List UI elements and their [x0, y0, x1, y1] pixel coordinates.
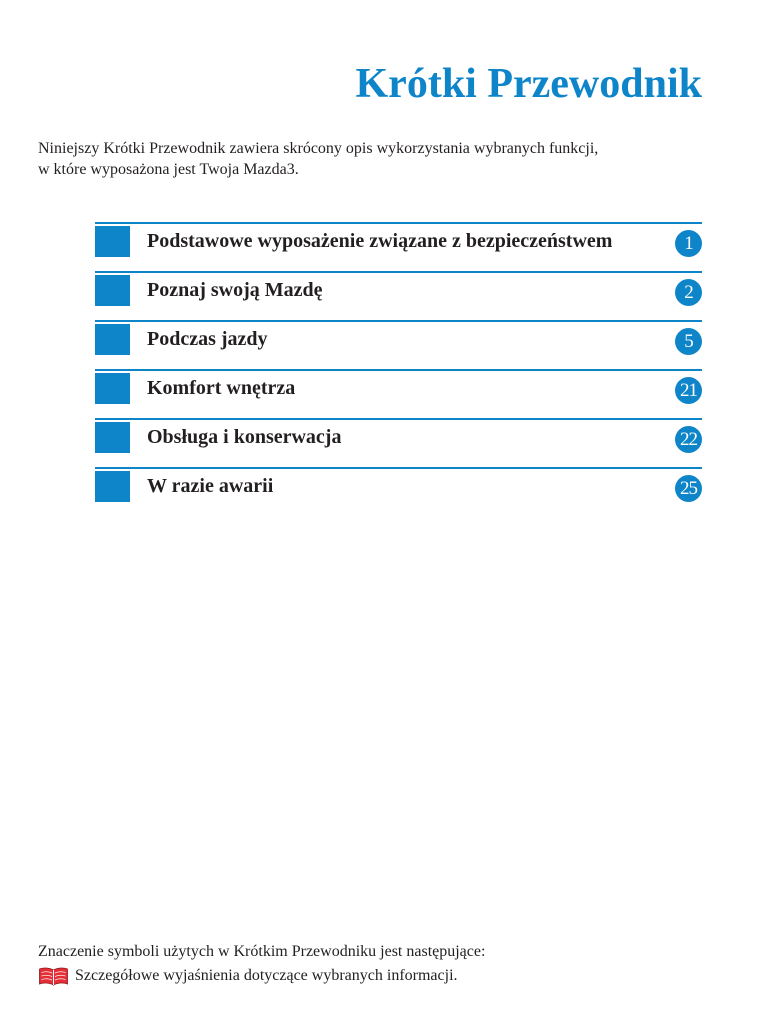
symbol-legend: [38, 940, 738, 988]
toc-item-emergency[interactable]: [95, 467, 702, 516]
section-marker: [95, 422, 130, 453]
legend-heading: Znaczenie symboli użytych w Krótkim Przewodniku jest następujące:: [38, 943, 486, 960]
toc-page-number: 2: [675, 279, 702, 306]
toc-page-number: 22: [675, 426, 702, 453]
section-marker: [95, 324, 130, 355]
section-marker: [95, 226, 130, 257]
page-title: Krótki Przewodnik: [355, 61, 702, 107]
section-marker: [95, 471, 130, 502]
intro-line-2: w które wyposażona jest Twoja Mazda3.: [38, 161, 299, 178]
toc-item-driving[interactable]: [95, 320, 702, 369]
toc-page-number: 1: [675, 230, 702, 257]
toc-item-label: Obsługa i konserwacja: [147, 426, 342, 448]
open-book-icon: [38, 966, 69, 986]
toc-item-interior-comfort[interactable]: [95, 369, 702, 418]
toc-page-number: 21: [675, 377, 702, 404]
section-marker: [95, 373, 130, 404]
legend-book-text: Szczegółowe wyjaśnienia dotyczące wybranych informacji.: [75, 967, 458, 984]
toc-page-number: 25: [675, 475, 702, 502]
toc-page-number: 5: [675, 328, 702, 355]
toc-item-label: Poznaj swoją Mazdę: [147, 279, 323, 301]
table-of-contents: [95, 222, 702, 516]
intro-line-1: Niniejszy Krótki Przewodnik zawiera skrócony opis wykorzystania wybranych funkcji,: [38, 140, 599, 157]
section-marker: [95, 275, 130, 306]
intro-text: [38, 138, 718, 180]
toc-item-label: Komfort wnętrza: [147, 377, 296, 399]
toc-item-label: Podstawowe wyposażenie związane z bezpieczeństwem: [147, 230, 613, 252]
toc-item-know-your-mazda[interactable]: [95, 271, 702, 320]
toc-item-safety[interactable]: [95, 222, 702, 271]
toc-item-label: W razie awarii: [147, 475, 274, 497]
toc-item-label: Podczas jazdy: [147, 328, 268, 350]
toc-item-maintenance[interactable]: [95, 418, 702, 467]
legend-item-book: [38, 964, 738, 988]
